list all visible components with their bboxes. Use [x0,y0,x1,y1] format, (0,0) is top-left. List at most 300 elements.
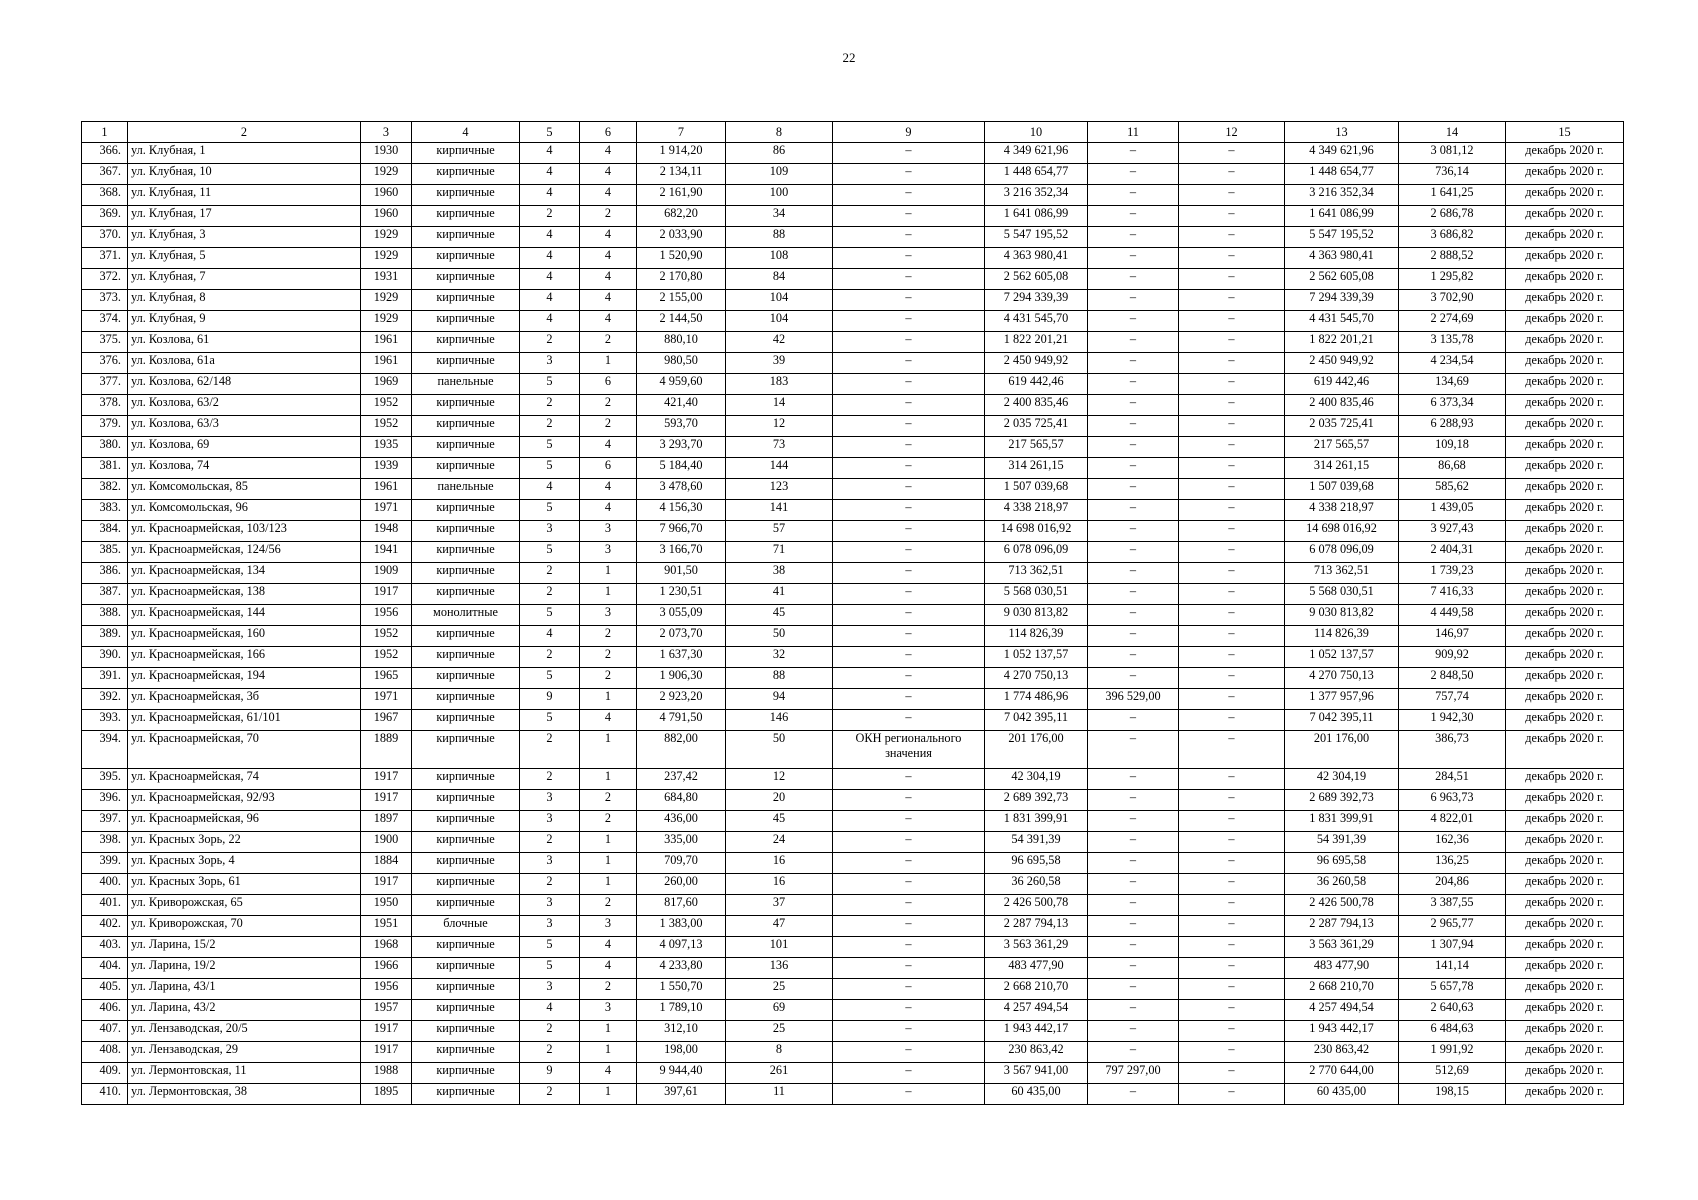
cell-entrances: 3 [580,521,637,542]
cell-total-cost: 3 216 352,34 [985,185,1088,206]
cell-year: 1961 [361,479,412,500]
cell-total-cost: 713 362,51 [985,563,1088,584]
cell-budget-cost: – [1179,416,1285,437]
cell-year: 1960 [361,185,412,206]
cell-floors: 4 [520,248,580,269]
cell-cost-per-sqm: 2 848,50 [1399,668,1506,689]
cell-cost-per-sqm: 109,18 [1399,437,1506,458]
cell-area: 9 944,40 [637,1063,726,1084]
cell-deadline: декабрь 2020 г. [1506,311,1624,332]
cell-entrances: 2 [580,626,637,647]
cell-budget-cost: – [1179,731,1285,769]
cell-row-number: 402. [82,916,128,937]
cell-address: ул. Козлова, 62/148 [128,374,361,395]
cell-row-number: 374. [82,311,128,332]
cell-wall-material: кирпичные [412,395,520,416]
cell-row-number: 378. [82,395,128,416]
cell-year: 1895 [361,1084,412,1105]
cell-entrances: 2 [580,395,637,416]
cell-address: ул. Красноармейская, 92/93 [128,790,361,811]
table-header [82,122,1624,143]
cell-floors: 2 [520,395,580,416]
cell-wall-material: кирпичные [412,832,520,853]
cell-wall-material: кирпичные [412,769,520,790]
cell-entrances: 2 [580,895,637,916]
cell-deadline: декабрь 2020 г. [1506,853,1624,874]
cell-deadline: декабрь 2020 г. [1506,458,1624,479]
column-header-1: 1 [82,122,128,143]
cell-total-cost: 114 826,39 [985,626,1088,647]
table-row [82,311,1624,332]
cell-address: ул. Козлова, 61а [128,353,361,374]
cell-status: – [833,1000,985,1021]
cell-floors: 4 [520,164,580,185]
cell-owner-cost: 2 562 605,08 [1285,269,1399,290]
cell-floors: 2 [520,647,580,668]
cell-residents: 38 [726,563,833,584]
cell-entrances: 1 [580,1084,637,1105]
table-row [82,164,1624,185]
cell-budget-cost: – [1179,937,1285,958]
column-header-3: 3 [361,122,412,143]
cell-total-cost: 4 431 545,70 [985,311,1088,332]
cell-floors: 5 [520,437,580,458]
cell-address: ул. Комсомольская, 85 [128,479,361,500]
cell-fund-cost: – [1088,605,1179,626]
cell-entrances: 1 [580,353,637,374]
cell-total-cost: 60 435,00 [985,1084,1088,1105]
table-row [82,937,1624,958]
cell-residents: 146 [726,710,833,731]
cell-budget-cost: – [1179,311,1285,332]
cell-wall-material: кирпичные [412,353,520,374]
cell-wall-material: кирпичные [412,626,520,647]
table-row [82,874,1624,895]
cell-area: 901,50 [637,563,726,584]
cell-cost-per-sqm: 2 888,52 [1399,248,1506,269]
cell-residents: 41 [726,584,833,605]
cell-owner-cost: 1 943 442,17 [1285,1021,1399,1042]
cell-status: – [833,1042,985,1063]
cell-total-cost: 201 176,00 [985,731,1088,769]
cell-cost-per-sqm: 3 387,55 [1399,895,1506,916]
cell-deadline: декабрь 2020 г. [1506,500,1624,521]
cell-budget-cost: – [1179,874,1285,895]
cell-year: 1929 [361,227,412,248]
cell-area: 1 914,20 [637,143,726,164]
cell-fund-cost: – [1088,790,1179,811]
cell-status: – [833,563,985,584]
cell-row-number: 395. [82,769,128,790]
cell-wall-material: кирпичные [412,647,520,668]
cell-cost-per-sqm: 198,15 [1399,1084,1506,1105]
cell-status: – [833,227,985,248]
cell-address: ул. Криворожская, 70 [128,916,361,937]
cell-entrances: 6 [580,374,637,395]
cell-year: 1965 [361,668,412,689]
cell-area: 2 134,11 [637,164,726,185]
cell-address: ул. Красноармейская, 124/56 [128,542,361,563]
cell-wall-material: кирпичные [412,1021,520,1042]
cell-area: 421,40 [637,395,726,416]
cell-area: 260,00 [637,874,726,895]
cell-total-cost: 2 035 725,41 [985,416,1088,437]
cell-status: – [833,584,985,605]
cell-residents: 71 [726,542,833,563]
cell-wall-material: кирпичные [412,185,520,206]
cell-address: ул. Красноармейская, 144 [128,605,361,626]
cell-budget-cost: – [1179,458,1285,479]
cell-wall-material: кирпичные [412,206,520,227]
cell-area: 2 033,90 [637,227,726,248]
cell-address: ул. Красноармейская, 160 [128,626,361,647]
cell-deadline: декабрь 2020 г. [1506,521,1624,542]
cell-fund-cost: – [1088,958,1179,979]
cell-floors: 5 [520,668,580,689]
cell-row-number: 408. [82,1042,128,1063]
cell-status: – [833,542,985,563]
cell-total-cost: 2 689 392,73 [985,790,1088,811]
cell-cost-per-sqm: 585,62 [1399,479,1506,500]
cell-budget-cost: – [1179,668,1285,689]
cell-floors: 5 [520,605,580,626]
cell-total-cost: 42 304,19 [985,769,1088,790]
cell-area: 1 383,00 [637,916,726,937]
cell-cost-per-sqm: 2 686,78 [1399,206,1506,227]
cell-area: 1 550,70 [637,979,726,1000]
cell-year: 1956 [361,979,412,1000]
column-header-15: 15 [1506,122,1624,143]
cell-address: ул. Красноармейская, 194 [128,668,361,689]
cell-total-cost: 4 349 621,96 [985,143,1088,164]
cell-deadline: декабрь 2020 г. [1506,1042,1624,1063]
cell-cost-per-sqm: 4 449,58 [1399,605,1506,626]
cell-status: – [833,269,985,290]
cell-fund-cost: – [1088,979,1179,1000]
cell-entrances: 4 [580,248,637,269]
cell-total-cost: 1 774 486,96 [985,689,1088,710]
cell-address: ул. Красноармейская, 166 [128,647,361,668]
cell-budget-cost: – [1179,979,1285,1000]
cell-year: 1948 [361,521,412,542]
cell-entrances: 4 [580,311,637,332]
cell-total-cost: 314 261,15 [985,458,1088,479]
cell-fund-cost: – [1088,668,1179,689]
cell-cost-per-sqm: 386,73 [1399,731,1506,769]
page-number: 22 [842,50,856,65]
cell-total-cost: 1 507 039,68 [985,479,1088,500]
cell-entrances: 2 [580,416,637,437]
cell-status: – [833,1063,985,1084]
cell-floors: 3 [520,853,580,874]
cell-floors: 2 [520,416,580,437]
table-row [82,1000,1624,1021]
cell-fund-cost: – [1088,563,1179,584]
cell-residents: 45 [726,811,833,832]
cell-fund-cost: 396 529,00 [1088,689,1179,710]
cell-address: ул. Ларина, 43/2 [128,1000,361,1021]
cell-year: 1952 [361,647,412,668]
cell-area: 4 959,60 [637,374,726,395]
cell-year: 1909 [361,563,412,584]
cell-row-number: 377. [82,374,128,395]
cell-budget-cost: – [1179,811,1285,832]
cell-address: ул. Клубная, 1 [128,143,361,164]
cell-floors: 5 [520,937,580,958]
cell-owner-cost: 2 689 392,73 [1285,790,1399,811]
cell-year: 1929 [361,248,412,269]
cell-year: 1917 [361,874,412,895]
cell-owner-cost: 2 287 794,13 [1285,916,1399,937]
cell-address: ул. Красноармейская, 134 [128,563,361,584]
cell-owner-cost: 114 826,39 [1285,626,1399,647]
cell-budget-cost: – [1179,353,1285,374]
cell-address: ул. Клубная, 11 [128,185,361,206]
cell-floors: 3 [520,353,580,374]
cell-total-cost: 1 641 086,99 [985,206,1088,227]
cell-floors: 4 [520,626,580,647]
cell-owner-cost: 7 294 339,39 [1285,290,1399,311]
cell-area: 7 966,70 [637,521,726,542]
table-row [82,811,1624,832]
cell-owner-cost: 9 030 813,82 [1285,605,1399,626]
cell-year: 1929 [361,311,412,332]
table-row [82,521,1624,542]
table-row [82,979,1624,1000]
cell-cost-per-sqm: 136,25 [1399,853,1506,874]
cell-status: – [833,332,985,353]
cell-deadline: декабрь 2020 г. [1506,248,1624,269]
cell-row-number: 368. [82,185,128,206]
cell-floors: 2 [520,769,580,790]
cell-budget-cost: – [1179,332,1285,353]
cell-budget-cost: – [1179,584,1285,605]
cell-floors: 4 [520,143,580,164]
cell-cost-per-sqm: 736,14 [1399,164,1506,185]
cell-residents: 88 [726,227,833,248]
cell-area: 436,00 [637,811,726,832]
cell-year: 1968 [361,937,412,958]
cell-total-cost: 1 943 442,17 [985,1021,1088,1042]
cell-fund-cost: – [1088,916,1179,937]
cell-status: – [833,521,985,542]
cell-residents: 101 [726,937,833,958]
cell-residents: 25 [726,1021,833,1042]
cell-total-cost: 483 477,90 [985,958,1088,979]
cell-year: 1988 [361,1063,412,1084]
table-row [82,605,1624,626]
cell-owner-cost: 483 477,90 [1285,958,1399,979]
cell-fund-cost: – [1088,1021,1179,1042]
cell-area: 397,61 [637,1084,726,1105]
cell-row-number: 366. [82,143,128,164]
cell-deadline: декабрь 2020 г. [1506,1000,1624,1021]
cell-row-number: 367. [82,164,128,185]
cell-residents: 50 [726,626,833,647]
cell-status: – [833,185,985,206]
cell-year: 1939 [361,458,412,479]
cell-address: ул. Криворожская, 65 [128,895,361,916]
cell-wall-material: кирпичные [412,143,520,164]
cell-residents: 14 [726,395,833,416]
cell-status: – [833,626,985,647]
cell-area: 817,60 [637,895,726,916]
cell-status: – [833,437,985,458]
cell-deadline: декабрь 2020 г. [1506,937,1624,958]
cell-deadline: декабрь 2020 г. [1506,584,1624,605]
cell-residents: 24 [726,832,833,853]
cell-cost-per-sqm: 909,92 [1399,647,1506,668]
cell-address: ул. Красноармейская, 96 [128,811,361,832]
cell-row-number: 407. [82,1021,128,1042]
cell-status: – [833,937,985,958]
cell-year: 1971 [361,689,412,710]
cell-status: – [833,811,985,832]
cell-entrances: 4 [580,710,637,731]
cell-deadline: декабрь 2020 г. [1506,626,1624,647]
cell-area: 4 233,80 [637,958,726,979]
cell-budget-cost: – [1179,206,1285,227]
cell-area: 2 073,70 [637,626,726,647]
cell-residents: 12 [726,416,833,437]
cell-budget-cost: – [1179,605,1285,626]
cell-deadline: декабрь 2020 г. [1506,416,1624,437]
cell-owner-cost: 201 176,00 [1285,731,1399,769]
cell-fund-cost: – [1088,143,1179,164]
cell-owner-cost: 1 822 201,21 [1285,332,1399,353]
cell-area: 1 789,10 [637,1000,726,1021]
cell-residents: 8 [726,1042,833,1063]
cell-budget-cost: – [1179,958,1285,979]
table-row [82,374,1624,395]
cell-fund-cost: – [1088,853,1179,874]
cell-fund-cost: – [1088,353,1179,374]
cell-cost-per-sqm: 3 702,90 [1399,290,1506,311]
cell-status: – [833,206,985,227]
cell-entrances: 6 [580,458,637,479]
cell-floors: 4 [520,227,580,248]
table-row [82,248,1624,269]
cell-floors: 2 [520,1021,580,1042]
cell-budget-cost: – [1179,916,1285,937]
cell-wall-material: кирпичные [412,500,520,521]
cell-status: – [833,395,985,416]
cell-deadline: декабрь 2020 г. [1506,874,1624,895]
cell-total-cost: 4 338 218,97 [985,500,1088,521]
cell-budget-cost: – [1179,269,1285,290]
cell-entrances: 4 [580,269,637,290]
cell-row-number: 410. [82,1084,128,1105]
cell-budget-cost: – [1179,500,1285,521]
cell-entrances: 1 [580,689,637,710]
cell-total-cost: 5 547 195,52 [985,227,1088,248]
cell-address: ул. Красноармейская, 70 [128,731,361,769]
cell-row-number: 397. [82,811,128,832]
cell-total-cost: 54 391,39 [985,832,1088,853]
cell-status: – [833,605,985,626]
cell-entrances: 2 [580,668,637,689]
cell-residents: 69 [726,1000,833,1021]
cell-status: – [833,311,985,332]
cell-status: – [833,143,985,164]
cell-entrances: 4 [580,479,637,500]
cell-wall-material: монолитные [412,605,520,626]
cell-deadline: декабрь 2020 г. [1506,164,1624,185]
column-header-5: 5 [520,122,580,143]
cell-address: ул. Клубная, 10 [128,164,361,185]
column-header-9: 9 [833,122,985,143]
cell-row-number: 406. [82,1000,128,1021]
cell-wall-material: кирпичные [412,1000,520,1021]
cell-deadline: декабрь 2020 г. [1506,668,1624,689]
cell-floors: 2 [520,832,580,853]
cell-residents: 141 [726,500,833,521]
cell-row-number: 401. [82,895,128,916]
table-row [82,353,1624,374]
cell-cost-per-sqm: 1 991,92 [1399,1042,1506,1063]
cell-owner-cost: 54 391,39 [1285,832,1399,853]
cell-wall-material: кирпичные [412,979,520,1000]
cell-floors: 3 [520,811,580,832]
cell-row-number: 383. [82,500,128,521]
cell-status: – [833,832,985,853]
cell-area: 1 230,51 [637,584,726,605]
cell-residents: 11 [726,1084,833,1105]
cell-row-number: 384. [82,521,128,542]
table-row [82,731,1624,769]
cell-budget-cost: – [1179,626,1285,647]
cell-deadline: декабрь 2020 г. [1506,769,1624,790]
cell-fund-cost: – [1088,769,1179,790]
cell-entrances: 3 [580,916,637,937]
cell-cost-per-sqm: 3 135,78 [1399,332,1506,353]
table-row [82,1063,1624,1084]
cell-cost-per-sqm: 5 657,78 [1399,979,1506,1000]
cell-address: ул. Комсомольская, 96 [128,500,361,521]
cell-residents: 42 [726,332,833,353]
cell-fund-cost: – [1088,542,1179,563]
table-row [82,185,1624,206]
cell-owner-cost: 4 338 218,97 [1285,500,1399,521]
cell-year: 1889 [361,731,412,769]
column-header-7: 7 [637,122,726,143]
cell-cost-per-sqm: 2 965,77 [1399,916,1506,937]
cell-budget-cost: – [1179,1084,1285,1105]
cell-area: 1 520,90 [637,248,726,269]
cell-cost-per-sqm: 757,74 [1399,689,1506,710]
cell-deadline: декабрь 2020 г. [1506,353,1624,374]
cell-budget-cost: – [1179,790,1285,811]
cell-budget-cost: – [1179,395,1285,416]
cell-budget-cost: – [1179,437,1285,458]
cell-row-number: 403. [82,937,128,958]
cell-floors: 2 [520,206,580,227]
cell-area: 3 055,09 [637,605,726,626]
cell-address: ул. Козлова, 69 [128,437,361,458]
cell-residents: 12 [726,769,833,790]
cell-status: – [833,668,985,689]
cell-owner-cost: 1 507 039,68 [1285,479,1399,500]
cell-residents: 104 [726,290,833,311]
cell-owner-cost: 2 426 500,78 [1285,895,1399,916]
cell-year: 1917 [361,769,412,790]
cell-fund-cost: – [1088,458,1179,479]
table-row [82,689,1624,710]
cell-cost-per-sqm: 146,97 [1399,626,1506,647]
cell-entrances: 3 [580,1000,637,1021]
cell-cost-per-sqm: 1 439,05 [1399,500,1506,521]
cell-deadline: декабрь 2020 г. [1506,1084,1624,1105]
